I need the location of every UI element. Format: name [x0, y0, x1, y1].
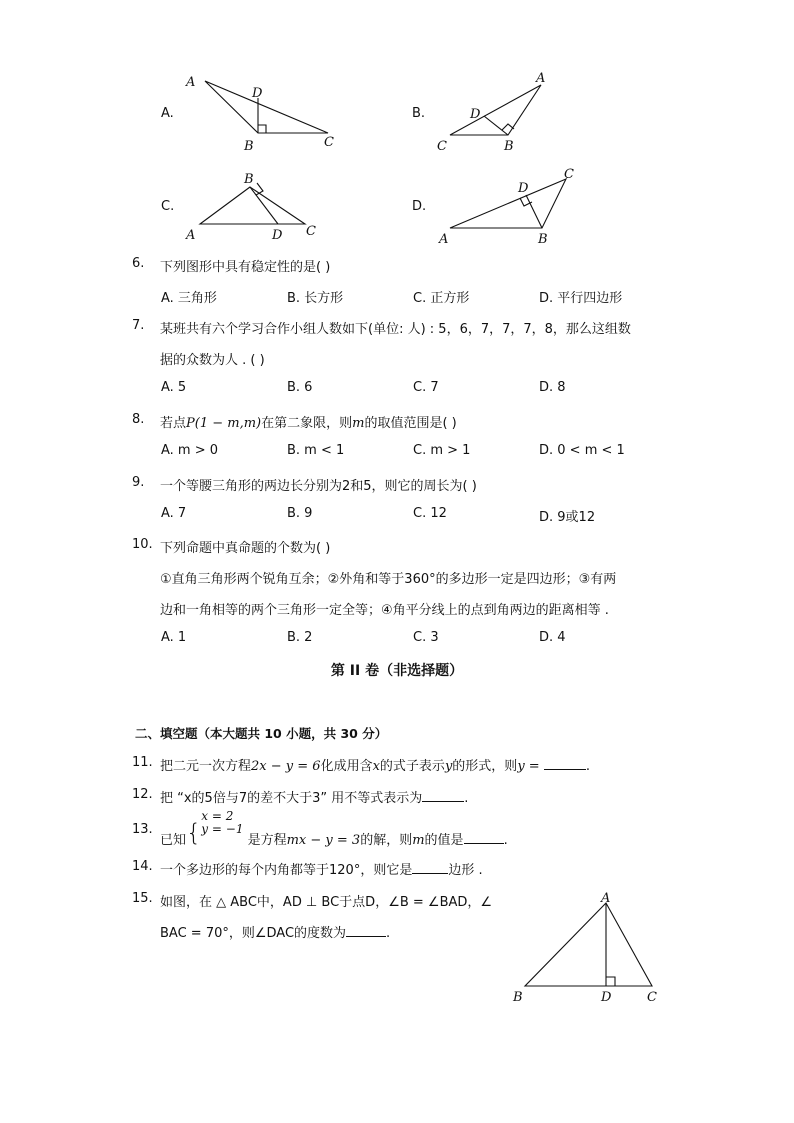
question-8-number: 8.: [132, 412, 145, 427]
figure-a-triangle: [180, 66, 350, 158]
q15-point-B: B: [513, 990, 523, 1005]
q13-m: m: [412, 833, 425, 848]
fig-d-point-C: C: [564, 167, 574, 182]
q11-pre: 把二元一次方程: [160, 759, 252, 774]
question-8-text: [160, 412, 457, 431]
question-15-line1: 如图，在 △ ABC中，AD ⊥ BC于点D，∠B = ∠BAD，∠: [160, 895, 493, 910]
fig-b-point-D: D: [470, 107, 481, 122]
question-15-number: 15.: [132, 891, 153, 906]
question-11-text: [160, 755, 590, 774]
q8-pre: 若点: [160, 416, 187, 431]
fig-d-point-B: B: [538, 232, 548, 247]
question-10-line3: 边和一角相等的两个三角形一定全等；④角平分线上的点到角两边的距离相等 .: [160, 603, 609, 618]
q11-eq: 2x − y = 6: [251, 759, 321, 774]
figure-c-triangle: [180, 168, 330, 248]
figure-b-label: B.: [412, 106, 426, 121]
question-7-number: 7.: [132, 318, 145, 333]
q7-option-b: B. 6: [287, 380, 313, 395]
figure-a-label: A.: [161, 106, 174, 121]
q15-point-C: C: [647, 990, 657, 1005]
question-14-number: 14.: [132, 859, 153, 874]
fig-d-point-A: A: [439, 232, 449, 247]
q9-option-a: A. 7: [161, 506, 187, 521]
q8-var: m: [352, 416, 365, 431]
question-11-number: 11.: [132, 755, 153, 770]
q10-option-a: A. 1: [161, 630, 187, 645]
fig-c-point-B: B: [244, 172, 254, 187]
q11-end: .: [585, 759, 590, 774]
q11-y: y: [444, 759, 453, 774]
q7-option-a: A. 5: [161, 380, 187, 395]
fig-a-point-A: A: [186, 75, 196, 90]
fig-d-point-D: D: [518, 181, 529, 196]
question-9-text: 一个等腰三角形的两边长分别为2和5，则它的周长为( ): [160, 479, 477, 494]
q11-y2: y =: [517, 759, 540, 774]
figure-d-label: D.: [412, 199, 427, 214]
q13-end: .: [503, 833, 508, 848]
q7-option-c: C. 7: [413, 380, 439, 395]
q13-sys2: y = −1: [201, 822, 244, 836]
q14-post: 边形 .: [448, 863, 483, 878]
q13-eq: mx − y = 3: [286, 833, 361, 848]
fig-c-point-A: A: [186, 228, 196, 243]
q8-mid: 在第二象限，则: [261, 416, 353, 431]
q11-post: 的形式，则: [452, 759, 518, 774]
q12-end: .: [464, 791, 469, 806]
fig-c-point-C: C: [306, 224, 316, 239]
q15-triangle-figure: [505, 890, 675, 1010]
q13-post2: 的值是: [424, 833, 464, 848]
q13-brace: {: [186, 819, 202, 847]
q14-answer-blank[interactable]: [412, 861, 448, 874]
q8-option-b: B. m < 1: [287, 443, 345, 458]
question-6-text: 下列图形中具有稳定性的是( ): [160, 260, 331, 275]
q9-option-c: C. 12: [413, 506, 447, 521]
fig-b-point-B: B: [504, 139, 514, 154]
q8-expr: P(1 − m,m): [186, 416, 262, 431]
q13-system: [201, 810, 243, 836]
fig-a-point-B: B: [244, 139, 254, 154]
section-title: 第 II 卷（非选择题）: [330, 663, 464, 679]
question-7-line2: 据的众数为人 . ( ): [160, 353, 265, 368]
q11-x: x: [372, 759, 380, 774]
question-15-line2: [160, 922, 390, 941]
question-13-text: [160, 809, 508, 848]
q15-point-A: A: [601, 891, 611, 906]
question-12-number: 12.: [132, 787, 153, 802]
q12-answer-blank[interactable]: [422, 789, 464, 802]
q12-main: 把 “x的5倍与7的差不大于3” 用不等式表示为: [160, 791, 423, 806]
q13-post: 的解，则: [360, 833, 413, 848]
question-13-number: 13.: [132, 822, 153, 837]
q15-line2-text: BAC = 70°，则∠DAC的度数为: [160, 926, 347, 941]
section2-heading: 二、填空题（本大题共 10 小题，共 30 分）: [135, 726, 388, 741]
question-7-line1: 某班共有六个学习合作小组人数如下(单位: 人) : 5，6，7，7，7，8，那么这组数: [160, 322, 631, 337]
q14-main: 一个多边形的每个内角都等于120°，则它是: [160, 863, 413, 878]
q6-option-b: B. 长方形: [287, 291, 344, 306]
q11-mid: 化成用含: [320, 759, 373, 774]
q15-answer-blank[interactable]: [346, 924, 386, 937]
q9-option-d: D. 9或12: [539, 510, 596, 525]
fig-c-point-D: D: [272, 228, 283, 243]
q11-answer-blank[interactable]: [544, 757, 586, 770]
q13-answer-blank[interactable]: [464, 831, 504, 844]
q10-option-b: B. 2: [287, 630, 313, 645]
q7-option-d: D. 8: [539, 380, 566, 395]
figure-c-label: C.: [161, 199, 175, 214]
q6-option-c: C. 正方形: [413, 291, 470, 306]
q13-pre: 已知: [160, 833, 187, 848]
fig-a-point-C: C: [324, 135, 334, 150]
q8-option-d: D. 0 < m < 1: [539, 443, 625, 458]
q13-mid: 是方程: [247, 833, 287, 848]
q13-sys1: x = 2: [201, 809, 234, 823]
q6-option-a: A. 三角形: [161, 291, 217, 306]
q6-option-d: D. 平行四边形: [539, 291, 623, 306]
q8-option-a: A. m > 0: [161, 443, 219, 458]
question-10-number: 10.: [132, 537, 153, 552]
fig-b-point-A: A: [536, 71, 546, 86]
question-10-line2: ①直角三角形两个锐角互余；②外角和等于360°的多边形一定是四边形；③有两: [160, 572, 617, 587]
question-6-number: 6.: [132, 256, 145, 271]
q9-option-b: B. 9: [287, 506, 313, 521]
fig-a-point-D: D: [252, 86, 263, 101]
q10-option-d: D. 4: [539, 630, 566, 645]
figure-b-triangle: [432, 66, 562, 158]
q10-option-c: C. 3: [413, 630, 439, 645]
question-10-text: 下列命题中真命题的个数为( ): [160, 541, 331, 556]
question-9-number: 9.: [132, 475, 145, 490]
q8-post: 的取值范围是( ): [364, 416, 457, 431]
figure-d-triangle: [432, 165, 592, 250]
q8-option-c: C. m > 1: [413, 443, 471, 458]
q15-end: .: [386, 926, 391, 941]
q15-point-D: D: [601, 990, 612, 1005]
question-14-text: [160, 859, 483, 878]
fig-b-point-C: C: [437, 139, 447, 154]
q11-mid2: 的式子表示: [379, 759, 445, 774]
question-12-text: [160, 787, 468, 806]
